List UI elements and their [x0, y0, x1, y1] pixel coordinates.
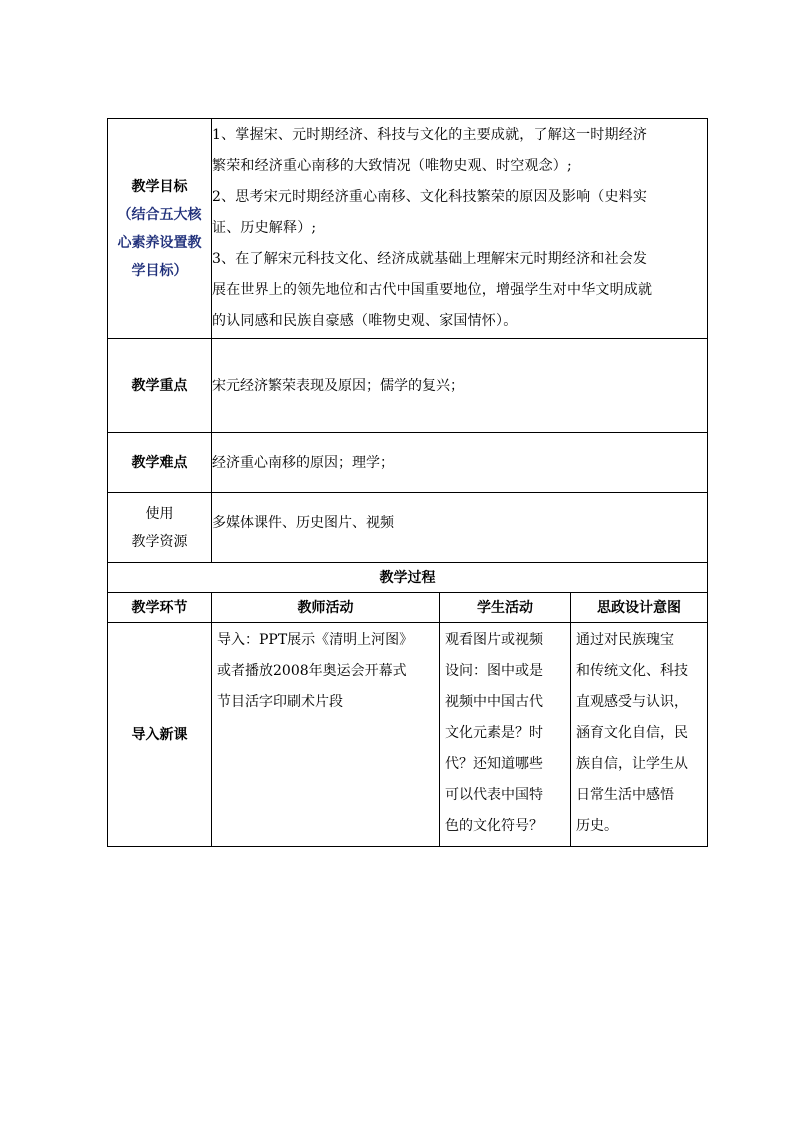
objective-line: 1、掌握宋、元时期经济、科技与文化的主要成就，了解这一时期经济: [212, 127, 648, 143]
objective-line: 繁荣和经济重心南移的大致情况（唯物史观、时空观念）;: [212, 158, 572, 174]
objective-line: 展在世界上的领先地位和古代中国重要地位，增强学生对中华文明成就: [212, 282, 653, 298]
key-points-row: [108, 339, 708, 433]
objective-line: 2、思考宋元时期经济重心南移、文化科技繁荣的原因及影响（史料实: [212, 189, 648, 205]
intent-line: 历史。: [576, 818, 618, 834]
objectives-row: [108, 119, 708, 339]
process-title-row: [108, 563, 708, 593]
student-line: 代？还知道哪些: [445, 756, 543, 772]
objectives-label-line2: （结合五大核: [117, 206, 202, 223]
student-line: 色的文化符号？: [445, 818, 543, 834]
teacher-line: 节目活字印刷术片段: [217, 694, 343, 710]
student-activity: [440, 623, 571, 847]
intent-line: 通过对民族瑰宝: [576, 632, 674, 648]
student-line: 设问：图中或是: [445, 663, 543, 679]
intent-line: 和传统文化、科技: [576, 663, 688, 679]
student-line: 观看图片或视频: [445, 632, 543, 648]
intent-line: 直观感受与认识，: [576, 694, 688, 710]
intent-line: 日常生活中感悟: [576, 787, 674, 803]
difficulties-label: 教学难点: [108, 433, 212, 493]
objective-line: 3、在了解宋元科技文化、经济成就基础上理解宋元时期经济和社会发: [212, 251, 648, 267]
objectives-label: [108, 119, 212, 339]
intent: [571, 623, 708, 847]
objectives-label-line4: 学目标）: [131, 262, 188, 279]
key-points-text: 宋元经济繁荣表现及原因；儒学的复兴；: [212, 339, 708, 433]
header-stage: 教学环节: [108, 593, 212, 623]
student-line: 可以代表中国特: [445, 787, 543, 803]
intent-line: 涵育文化自信，民: [576, 725, 688, 741]
difficulties-text: 经济重心南移的原因；理学；: [212, 433, 708, 493]
process-title: 教学过程: [108, 563, 708, 593]
teacher-line: 导入：PPT展示《清明上河图》: [217, 632, 414, 648]
objectives-content: [212, 119, 708, 339]
process-stage: 导入新课: [108, 623, 212, 847]
header-intent: 思政设计意图: [571, 593, 708, 623]
objective-line: 证、历史解释）;: [212, 220, 317, 236]
objective-line: 的认同感和民族自豪感（唯物史观、家国情怀）。: [212, 313, 518, 329]
key-points-label: 教学重点: [108, 339, 212, 433]
difficulties-row: [108, 433, 708, 493]
process-row: [108, 623, 708, 847]
student-line: 文化元素是？时: [445, 725, 543, 741]
header-teacher: 教师活动: [212, 593, 440, 623]
resources-row: [108, 493, 708, 563]
intent-line: 族自信，让学生从: [576, 756, 688, 772]
objectives-label-line1: 教学目标: [131, 178, 188, 195]
resources-label-line1: 使用: [145, 505, 174, 522]
teacher-activity: [212, 623, 440, 847]
resources-text: 多媒体课件、历史图片、视频: [212, 493, 708, 563]
header-student: 学生活动: [440, 593, 571, 623]
resources-label: [108, 493, 212, 563]
teacher-line: 或者播放2008年奥运会开幕式: [217, 663, 407, 679]
resources-label-line2: 教学资源: [131, 533, 188, 550]
student-line: 视频中中国古代: [445, 694, 543, 710]
process-header-row: [108, 593, 708, 623]
lesson-plan-table: [107, 118, 708, 847]
objectives-label-line3: 心素养设置教: [117, 234, 202, 251]
